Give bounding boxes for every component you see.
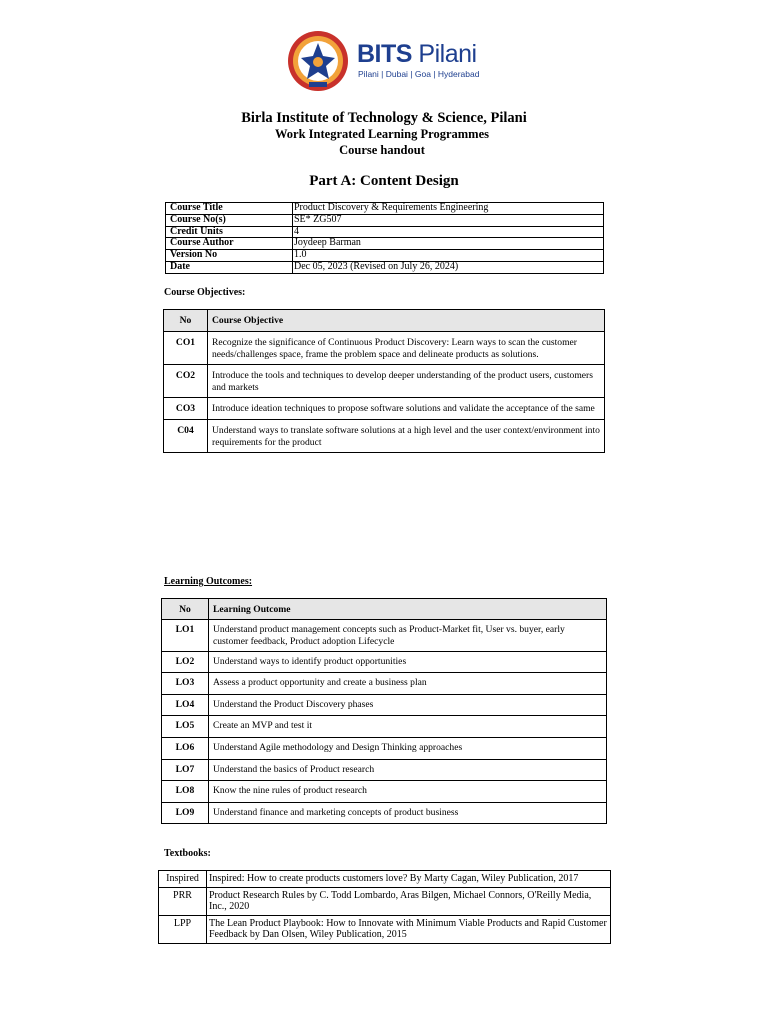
outcome-no: LO5 xyxy=(162,716,209,738)
outcomes-header-row xyxy=(162,599,607,620)
table-row xyxy=(162,651,607,673)
info-key: Course Author xyxy=(166,238,293,250)
info-value: 1.0 xyxy=(293,250,604,262)
outcome-text: Know the nine rules of product research xyxy=(209,781,607,803)
outcome-no: LO6 xyxy=(162,737,209,759)
textbook-text: The Lean Product Playbook: How to Innovate with Minimum Viable Products and Rapid Customer Feedback by Dan Olsen, Wiley Publication, 2015 xyxy=(207,915,611,943)
programme-name: Work Integrated Learning Programmes xyxy=(275,127,489,141)
part-title: Part A: Content Design xyxy=(309,173,459,189)
objective-no: C04 xyxy=(164,419,208,452)
outcomes-table xyxy=(161,598,607,824)
bits-pilani-logo xyxy=(287,30,483,96)
textbook-code: Inspired xyxy=(159,871,207,888)
info-value: 4 xyxy=(293,226,604,238)
outcome-no: LO7 xyxy=(162,759,209,781)
outcome-no: LO9 xyxy=(162,802,209,824)
textbook-code: LPP xyxy=(159,915,207,943)
info-key: Credit Units xyxy=(166,226,293,238)
outcome-no: LO3 xyxy=(162,673,209,695)
institute-name: Birla Institute of Technology & Science, Pilani xyxy=(241,110,527,126)
table-row xyxy=(162,620,607,652)
brand-name: BITS xyxy=(357,40,412,68)
table-row xyxy=(159,871,611,888)
info-key: Course No(s) xyxy=(166,214,293,226)
table-row xyxy=(162,781,607,803)
outcome-no: LO8 xyxy=(162,781,209,803)
textbook-code: PRR xyxy=(159,887,207,915)
campus-list: Pilani | Dubai | Goa | Hyderabad xyxy=(358,69,480,79)
info-key: Version No xyxy=(166,250,293,262)
table-row xyxy=(162,716,607,738)
outcome-no: LO2 xyxy=(162,651,209,673)
info-value: Dec 05, 2023 (Revised on July 26, 2024) xyxy=(293,261,604,273)
table-row xyxy=(162,694,607,716)
outcome-text: Create an MVP and test it xyxy=(209,716,607,738)
objectives-table xyxy=(163,309,605,453)
objective-no: CO2 xyxy=(164,365,208,398)
table-row xyxy=(164,332,605,365)
info-row xyxy=(166,226,604,238)
table-row xyxy=(162,802,607,824)
info-row xyxy=(166,238,604,250)
textbooks-table xyxy=(158,870,611,944)
document-type: Course handout xyxy=(339,143,425,157)
brand-wordmark xyxy=(357,40,477,68)
objectives-heading: Course Objectives: xyxy=(164,287,246,298)
textbook-text: Inspired: How to create products customers love? By Marty Cagan, Wiley Publication, 2017 xyxy=(207,871,611,888)
outcome-text: Understand ways to identify product opportunities xyxy=(209,651,607,673)
textbook-text: Product Research Rules by C. Todd Lombardo, Aras Bilgen, Michael Connors, O'Reilly Media, Inc., 2020 xyxy=(207,887,611,915)
outcome-text: Assess a product opportunity and create a business plan xyxy=(209,673,607,695)
textbooks-heading: Textbooks: xyxy=(164,848,211,859)
objective-text: Introduce the tools and techniques to develop deeper understanding of the product users, customers and markets xyxy=(208,365,605,398)
info-row xyxy=(166,214,604,226)
info-key: Course Title xyxy=(166,203,293,215)
outcome-no: LO4 xyxy=(162,694,209,716)
outcome-text: Understand the Product Discovery phases xyxy=(209,694,607,716)
info-value: Product Discovery & Requirements Engineering xyxy=(293,203,604,215)
info-row xyxy=(166,261,604,273)
info-value: Joydeep Barman xyxy=(293,238,604,250)
table-row xyxy=(164,398,605,420)
header-outcome: Learning Outcome xyxy=(209,599,607,620)
info-key: Date xyxy=(166,261,293,273)
outcome-text: Understand the basics of Product research xyxy=(209,759,607,781)
outcome-text: Understand Agile methodology and Design Thinking approaches xyxy=(209,737,607,759)
brand-suffix: Pilani xyxy=(418,40,477,68)
objective-no: CO1 xyxy=(164,332,208,365)
bits-seal-icon xyxy=(287,30,349,92)
outcome-text: Understand finance and marketing concepts of product business xyxy=(209,802,607,824)
table-row xyxy=(162,673,607,695)
info-row xyxy=(166,203,604,215)
table-row xyxy=(159,915,611,943)
objective-text: Introduce ideation techniques to propose software solutions and validate the acceptance of the same xyxy=(208,398,605,420)
outcome-text: Understand product management concepts such as Product-Market fit, User vs. buyer, early customer feedback, Product adoption Lifecycle xyxy=(209,620,607,652)
table-row xyxy=(164,365,605,398)
outcomes-heading: Learning Outcomes: xyxy=(164,576,253,587)
header-objective: Course Objective xyxy=(208,310,605,332)
table-row xyxy=(159,887,611,915)
table-row xyxy=(162,737,607,759)
outcome-no: LO1 xyxy=(162,620,209,652)
objective-text: Recognize the significance of Continuous Product Discovery: Learn ways to scan the customer needs/challenges space, frame the problem space and delineate products as solutions. xyxy=(208,332,605,365)
info-row xyxy=(166,250,604,262)
info-value: SE* ZG507 xyxy=(293,214,604,226)
table-row xyxy=(162,759,607,781)
objective-no: CO3 xyxy=(164,398,208,420)
header-no: No xyxy=(164,310,208,332)
objectives-header-row xyxy=(164,310,605,332)
course-info-table xyxy=(165,202,604,274)
table-row xyxy=(164,419,605,452)
objective-text: Understand ways to translate software solutions at a high level and the user context/environment into requirements for the product xyxy=(208,419,605,452)
header-no: No xyxy=(162,599,209,620)
